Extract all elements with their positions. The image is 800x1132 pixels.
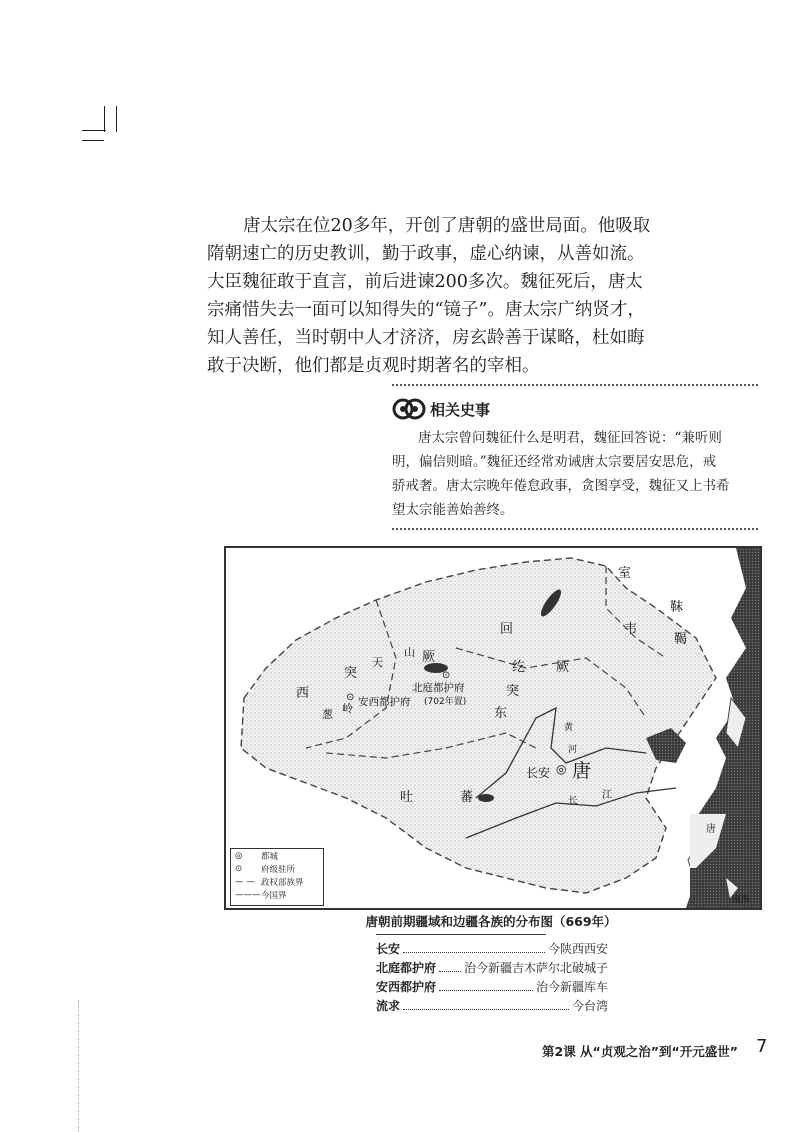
paragraph-line: 知人善任，当时朝中人才济济，房玄龄善于谋略，杜如晦: [207, 328, 645, 348]
label-beiting-year: (702年置): [424, 697, 467, 707]
note-row: [376, 940, 608, 959]
label-huang: 黄: [564, 723, 574, 733]
legend-item: [231, 862, 323, 875]
legend-label: 都城: [261, 851, 279, 862]
tang-territory: [241, 558, 716, 893]
label-he-river: 河: [568, 745, 578, 755]
label-xi: 西: [296, 686, 310, 701]
note-value: 治今新疆库车: [535, 980, 608, 994]
label-jue-w: 厥: [422, 650, 436, 665]
legend-label: 今国界: [261, 890, 287, 901]
lesson-footer: 第2课 从“贞观之治”到“开元盛世”: [542, 1044, 738, 1059]
related-history-title: 相关史事: [430, 400, 491, 419]
anxi-seat-icon: ⊙: [346, 692, 355, 703]
related-line: 望太宗能善始善终。: [392, 502, 514, 518]
label-wei: 韦: [624, 622, 638, 637]
note-value: 今台湾: [571, 999, 608, 1013]
label-chang: 长: [568, 796, 578, 807]
label-jiang: 江: [602, 790, 612, 801]
label-beiting: 北庭都护府: [412, 682, 465, 694]
dashed-line-icon: — —: [235, 876, 255, 887]
label-dong: 东: [494, 706, 508, 721]
main-paragraph: [207, 212, 651, 380]
label-tubo1: 吐: [400, 790, 414, 805]
label-tang: 唐: [572, 760, 592, 782]
note-row: [376, 959, 608, 978]
legend-item: [231, 888, 323, 901]
related-line: 明，偏信则暗。”魏征还经常劝诫唐太宗要居安思危，戒: [392, 454, 717, 470]
map-caption: 唐朝前期疆域和边疆各族的分布图（669年）: [365, 914, 617, 929]
leader-dots: [439, 980, 533, 991]
label-nanhai: 南海: [732, 895, 751, 905]
paragraph-line: 敢于决断，他们都是贞观时期著名的宰相。: [207, 356, 540, 376]
paragraph-line: 隋朝速亡的历史教训，勤于政事，虚心纳谏，从善如流。: [207, 244, 645, 264]
spiral-icon: [392, 394, 426, 424]
capital-icon: ◎: [235, 850, 243, 861]
related-history-box: [392, 384, 758, 530]
paragraph-line: 大臣魏征敢于直言，前后进谏200多次。魏征死后，唐太: [207, 272, 643, 292]
dotted-divider: [392, 528, 758, 530]
crop-mark-vertical: [104, 106, 105, 132]
related-line: 唐太宗曾问魏征什么是明君，魏征回答说：“兼听则: [418, 430, 722, 446]
crop-mark-vertical: [116, 106, 117, 132]
changan-capital-icon: ◎: [556, 762, 567, 776]
related-history-text: [392, 426, 758, 522]
label-mohe2: 鞨: [674, 632, 688, 647]
leader-dots: [439, 961, 461, 972]
legend-label: 政权部族界: [261, 877, 304, 888]
note-value: 今陕西西安: [547, 942, 608, 956]
legend-label: 府级驻所: [261, 864, 296, 875]
tang-territory-map: [224, 546, 762, 910]
leader-dots: [403, 999, 569, 1010]
crop-mark-horizontal: [82, 130, 106, 131]
leader-dots: [403, 942, 545, 953]
label-tu-w: 突: [344, 666, 358, 681]
paragraph-line: 宗痛惜失去一面可以知得失的“镜子”。唐太宗广纳贤才，: [207, 300, 645, 320]
place-notes: [376, 940, 608, 1016]
legend-item: [231, 849, 323, 862]
paragraph-line: 唐太宗在位20多年，开创了唐朝的盛世局面。他吸取: [243, 216, 651, 236]
note-key: 长安: [376, 942, 401, 956]
solid-line-icon: ———: [235, 889, 261, 900]
label-ling: 岭: [342, 702, 353, 715]
label-anxi: 安西都护府: [358, 696, 411, 708]
beiting-seat-icon: ⊙: [442, 670, 451, 681]
label-tian: 天: [372, 656, 383, 669]
margin-dotted-line: [78, 1000, 79, 1132]
note-key: 北庭都护府: [376, 961, 437, 975]
label-shiwei: 室: [618, 566, 632, 581]
legend-item: [231, 875, 323, 888]
label-jue: 突: [506, 684, 520, 699]
label-he: 纥: [512, 660, 526, 675]
page-number: 7: [756, 1036, 768, 1057]
notes-divider: [376, 934, 546, 935]
note-row: [376, 978, 608, 997]
label-mohe: 靺: [670, 600, 684, 615]
label-cong: 葱: [322, 708, 333, 721]
related-line: 骄戒奢。唐太宗晚年倦怠政事，贪图享受，魏征又上书希: [392, 478, 730, 494]
note-value: 治今新疆吉木萨尔北破城子: [463, 961, 608, 975]
map-legend: [230, 848, 324, 906]
dotted-divider: [392, 384, 758, 386]
label-jue-e: 厥: [556, 660, 570, 675]
label-changan: 长安: [526, 766, 551, 780]
note-key: 流求: [376, 999, 401, 1013]
seat-icon: ⊙: [235, 863, 243, 874]
note-key: 安西都护府: [376, 980, 437, 994]
note-row: [376, 997, 608, 1016]
label-tang-inset: 唐: [706, 824, 716, 835]
crop-mark-horizontal: [82, 140, 104, 141]
lake: [478, 794, 494, 802]
related-history-header: [392, 392, 758, 426]
label-hui: 回: [500, 622, 514, 637]
label-shan: 山: [404, 646, 415, 659]
label-tubo2: 蕃: [460, 790, 474, 805]
